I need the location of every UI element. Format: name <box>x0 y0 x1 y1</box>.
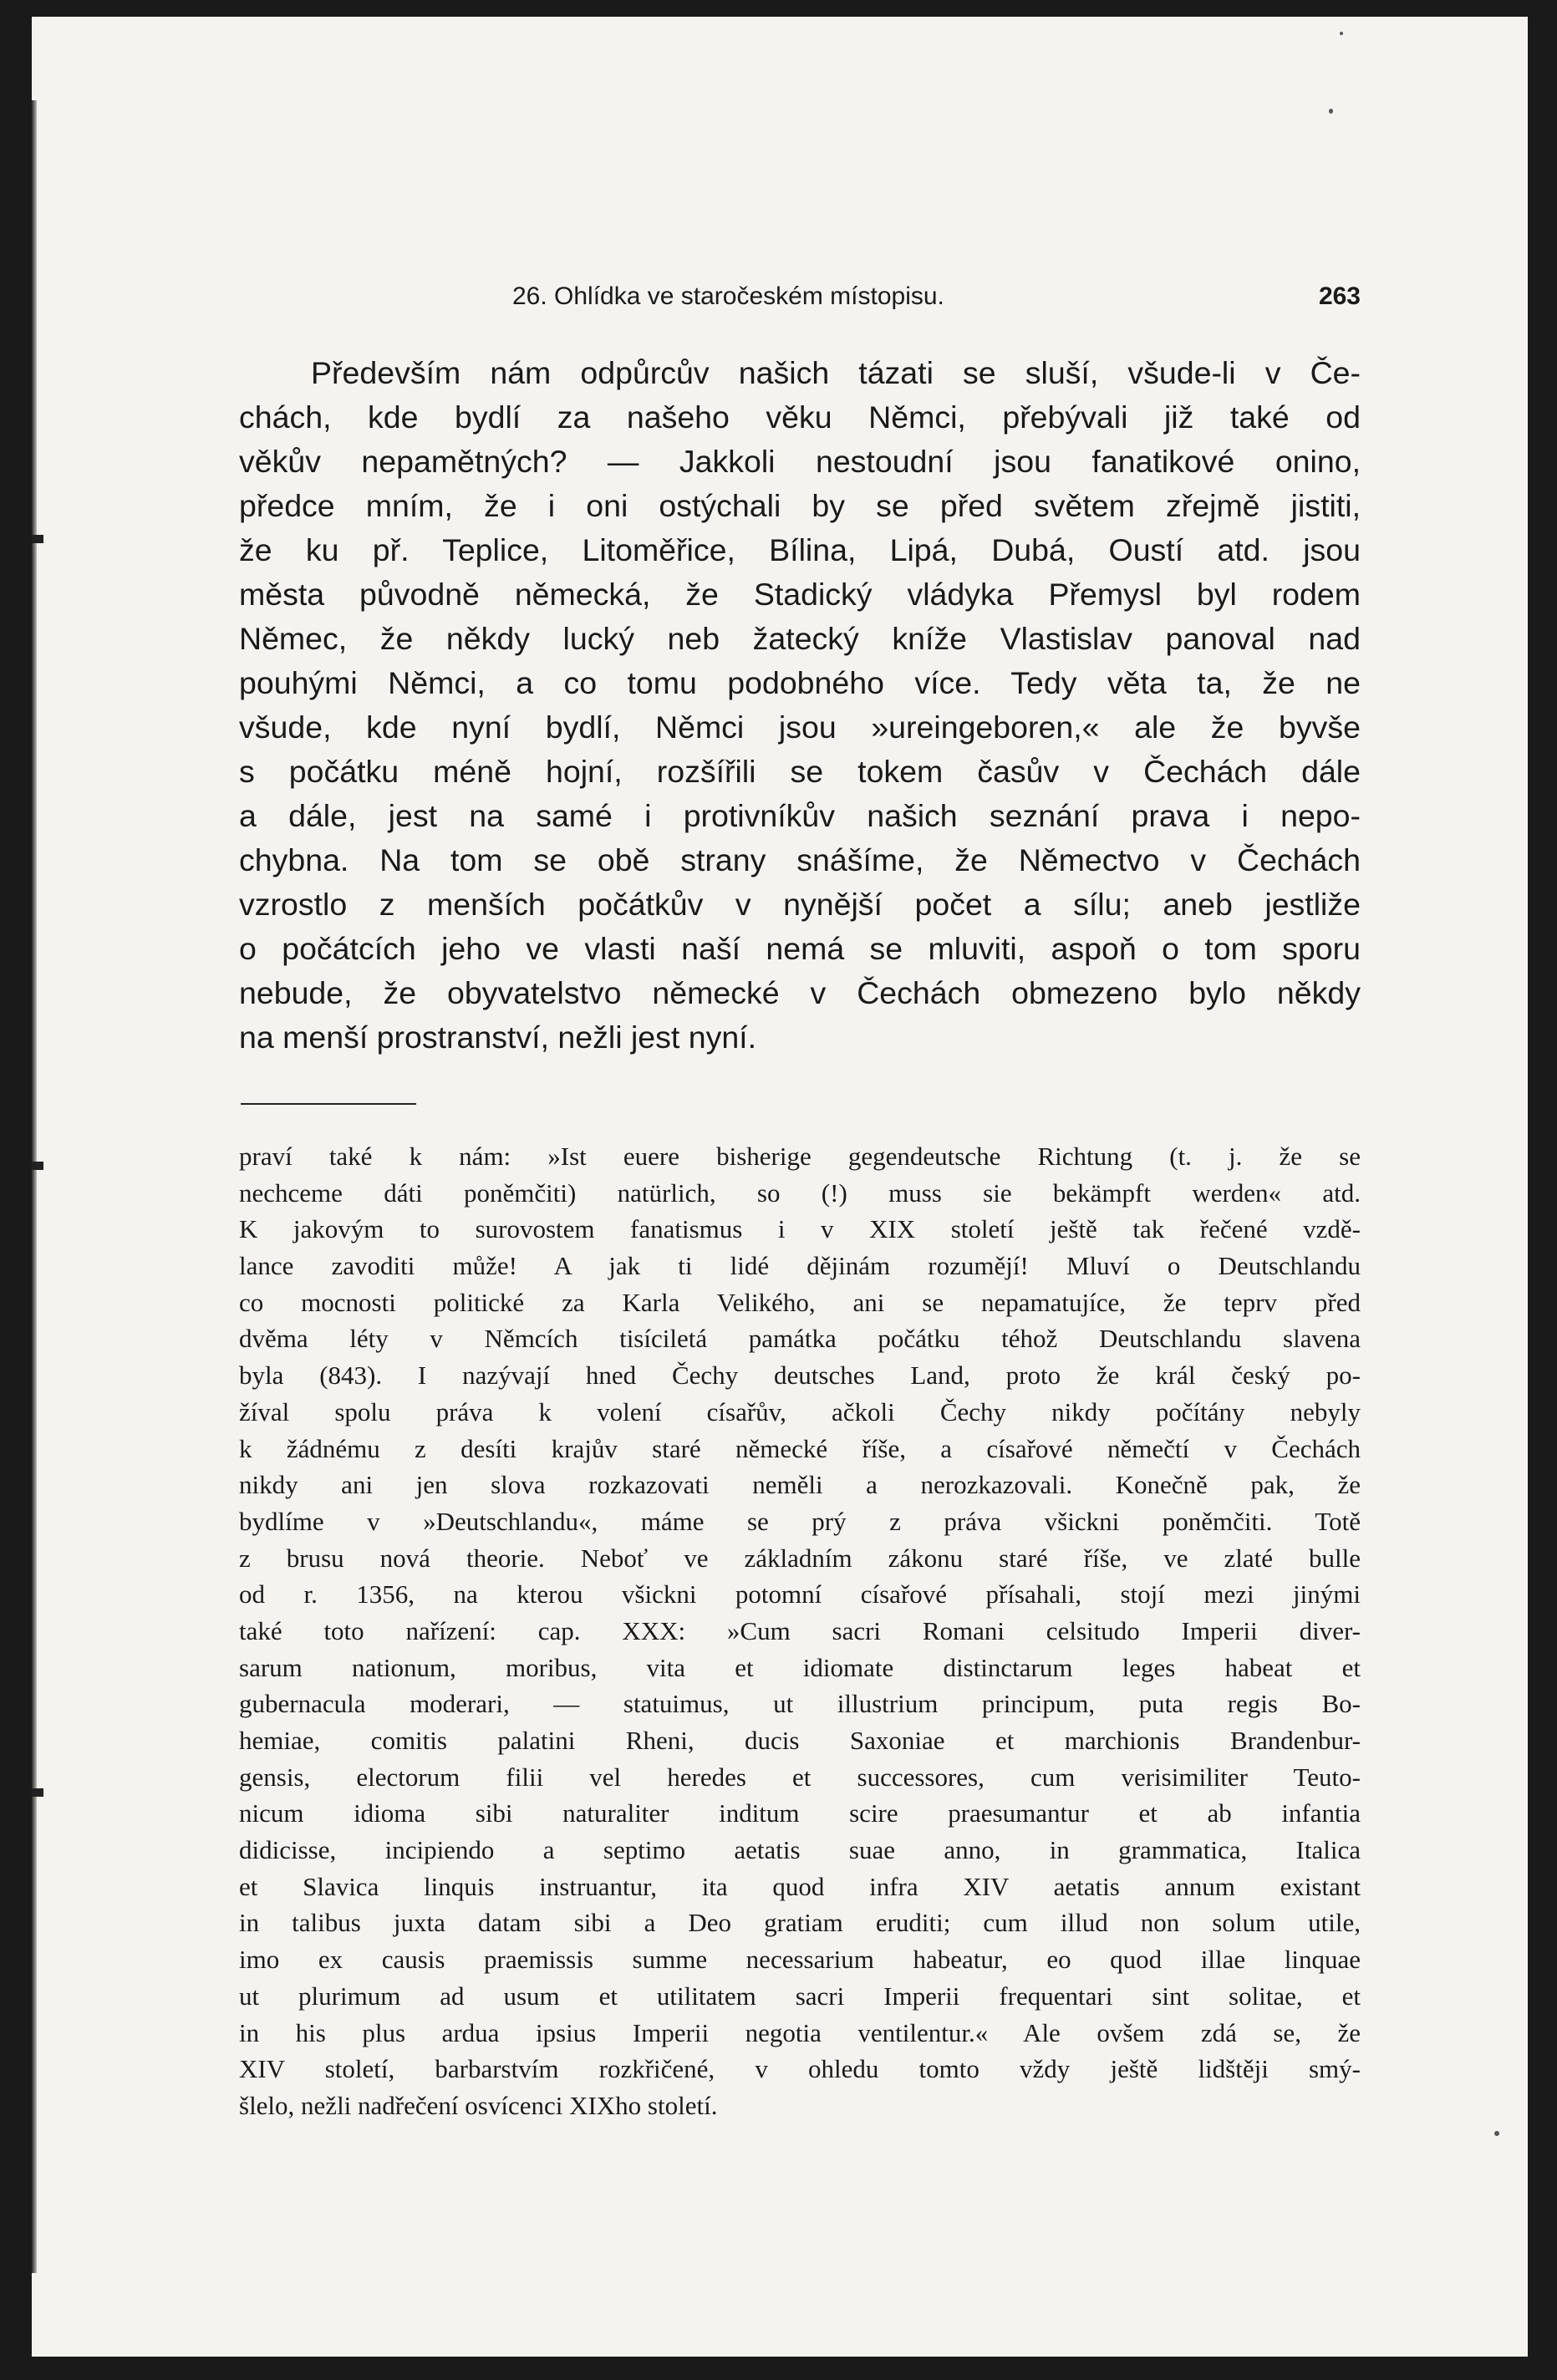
text-line: města původně německá, že Stadický vládyka Přemysl byl rodem <box>239 577 1361 612</box>
footnote-line: gensis, electorum filii vel heredes et successores, cum verisimiliter Teuto- <box>239 1762 1361 1792</box>
footnote-line: K jakovým to surovostem fanatismus i v XIX století ještě tak řečené vzdě- <box>239 1214 1361 1244</box>
footnote-line: také toto nařízení: cap. XXX: »Cum sacri Romani celsitudo Imperii diver- <box>239 1615 1361 1645</box>
text-line: na menší prostranství, nežli jest nyní. <box>239 1020 757 1055</box>
binding-mark <box>32 535 43 543</box>
binding-mark <box>32 1162 43 1170</box>
footnote-line: byla (843). I nazývají hned Čechy deutsches Land, proto že král český po- <box>239 1360 1361 1391</box>
footnote-line: k žádnému z desíti krajův staré německé říše, a císařové němečtí v Čechách <box>239 1433 1361 1463</box>
footnote-line: šlelo, nežli nadřečení osvícenci XIXho století. <box>239 2090 718 2120</box>
main-paragraph <box>239 351 1361 1060</box>
footnote-line: z brusu nová theorie. Neboť ve základním zákonu staré říše, ve zlaté bulle <box>239 1543 1361 1573</box>
text-line: Němec, že někdy lucký neb žatecký kníže Vlastislav panoval nad <box>239 621 1361 656</box>
running-header <box>512 282 1361 316</box>
binding-edge <box>32 100 37 2273</box>
footnote <box>239 1138 1361 2124</box>
footnote-line: nicum idioma sibi naturaliter inditum scire praesumantur et ab infantia <box>239 1798 1361 1828</box>
footnote-line: imo ex causis praemissis summe necessarium habeatur, eo quod illae linquae <box>239 1945 1361 1975</box>
page-number: 263 <box>1318 282 1361 310</box>
footnote-line: co mocnosti politické za Karla Velikého, ani se nepamatujíce, že teprv před <box>239 1287 1361 1317</box>
footnote-divider <box>241 1103 416 1105</box>
footnote-line: in talibus juxta datam sibi a Deo gratiam eruditi; cum illud non solum utile, <box>239 1908 1361 1938</box>
footnote-line: gubernacula moderari, — statuimus, ut illustrium principum, puta regis Bo- <box>239 1689 1361 1719</box>
book-page <box>32 17 1528 2357</box>
text-line: všude, kde nyní bydlí, Němci jsou »ureingeboren,« ale že byvše <box>239 709 1361 745</box>
footnote-line: in his plus ardua ipsius Imperii negotia ventilentur.« Ale ovšem zdá se, že <box>239 2017 1361 2047</box>
dust-speck <box>1329 109 1333 114</box>
footnote-line: XIV století, barbarstvím rozkřičené, v ohledu tomto vždy ještě lidštěji smý- <box>239 2054 1361 2084</box>
footnote-line: od r. 1356, na kterou všickni potomní císařové přísahali, stojí mezi jinými <box>239 1579 1361 1610</box>
text-line: nebude, že obyvatelstvo německé v Čechách obmezeno bylo někdy <box>239 975 1361 1010</box>
text-line: o počátcích jeho ve vlasti naší nemá se mluviti, aspoň o tom sporu <box>239 931 1361 966</box>
text-line: a dále, jest na samé i protivníkův našich seznání prava i nepo- <box>239 798 1361 833</box>
footnote-line: žíval spolu práva k volení císařův, ačkoli Čechy nikdy počítány nebyly <box>239 1396 1361 1426</box>
text-line: že ku př. Teplice, Litoměřice, Bílina, Lipá, Dubá, Oustí atd. jsou <box>239 532 1361 567</box>
running-title: 26. Ohlídka ve staročeském místopisu. <box>512 282 944 310</box>
binding-mark <box>32 1788 43 1797</box>
text-line: věkův nepamětných? — Jakkoli nestoudní jsou fanatikové onino, <box>239 444 1361 479</box>
footnote-line: lance zavoditi může! A jak ti lidé dějinám rozumějí! Mluví o Deutschlandu <box>239 1251 1361 1281</box>
text-line: chách, kde bydlí za našeho věku Němci, přebývali již také od <box>239 399 1361 435</box>
footnote-line: dvěma léty v Němcích tisíciletá památka počátku téhož Deutschlandu slavena <box>239 1324 1361 1354</box>
footnote-line: et Slavica linquis instruantur, ita quod infra XIV aetatis annum existant <box>239 1871 1361 1901</box>
footnote-line: bydlíme v »Deutschlandu«, máme se prý z práva všickni poněmčiti. Totě <box>239 1506 1361 1536</box>
dust-speck <box>1494 2131 1499 2136</box>
footnote-line: ut plurimum ad usum et utilitatem sacri Imperii frequentari sint solitae, et <box>239 1981 1361 2011</box>
text-line: předce mním, že i oni ostýchali by se před světem zřejmě jistiti, <box>239 488 1361 523</box>
text-line: vzrostlo z menších počátkův v nynější počet a sílu; aneb jestliže <box>239 887 1361 922</box>
footnote-line: nikdy ani jen slova rozkazovati neměli a nerozkazovali. Konečně pak, že <box>239 1470 1361 1500</box>
footnote-line: hemiae, comitis palatini Rheni, ducis Saxoniae et marchionis Brandenbur- <box>239 1726 1361 1755</box>
footnote-line: nechceme dáti poněmčiti) natürlich, so (!) muss sie bekämpft werden« atd. <box>239 1177 1361 1208</box>
text-line: Především nám odpůrcův našich tázati se sluší, všude-li v Če- <box>311 355 1361 390</box>
footnote-line: praví také k nám: »Ist euere bisherige gegendeutsche Richtung (t. j. že se <box>239 1142 1361 1171</box>
text-line: pouhými Němci, a co tomu podobného více. Tedy věta ta, že ne <box>239 665 1361 700</box>
dust-speck <box>1340 32 1343 35</box>
footnote-line: didicisse, incipiendo a septimo aetatis suae anno, in grammatica, Italica <box>239 1835 1361 1865</box>
text-line: chybna. Na tom se obě strany snášíme, že Němectvo v Čechách <box>239 842 1361 877</box>
footnote-line: sarum nationum, moribus, vita et idiomate distinctarum leges habeat et <box>239 1652 1361 1682</box>
text-line: s počátku méně hojní, rozšířili se tokem časův v Čechách dále <box>239 754 1361 789</box>
